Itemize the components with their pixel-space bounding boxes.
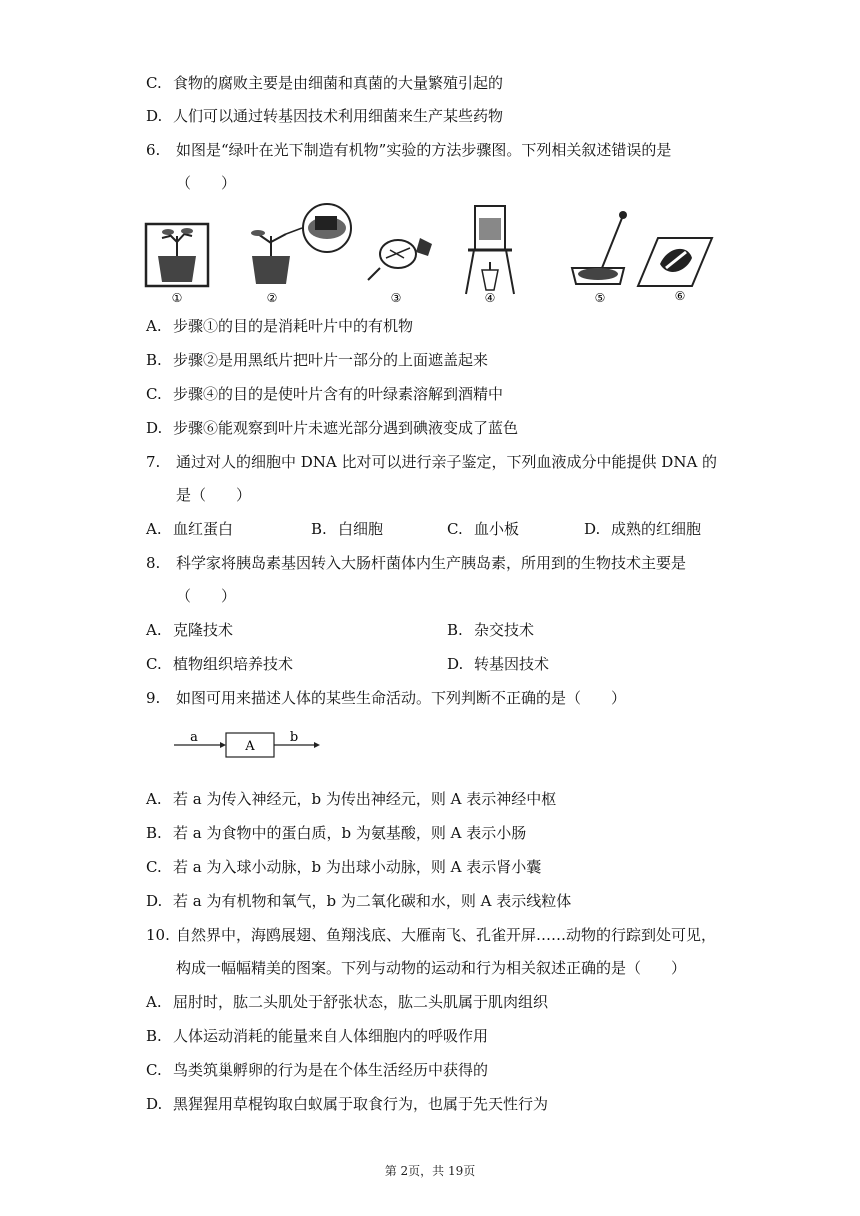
q6-option-c: C. 步骤④的目的是使叶片含有的叶绿素溶解到酒精中 <box>146 385 504 403</box>
q7-number: 7. <box>146 453 161 471</box>
q8-option-b: B. 杂交技术 <box>447 621 535 639</box>
q9-option-a: A. 若 a 为传入神经元，b 为传出神经元，则 A 表示神经中枢 <box>146 790 557 808</box>
q6-text: 如图是“绿叶在光下制造有机物”实验的方法步骤图。下列相关叙述错误的是 <box>176 141 672 159</box>
q10-text: 自然界中，海鸥展翅、鱼翔浅底、大雁南飞、孔雀开屏……动物的行踪到处可见， <box>176 926 717 944</box>
q7-text-cont: 是（ ） <box>176 486 252 504</box>
q10-option-c: C. 鸟类筑巢孵卵的行为是在个体生活经历中获得的 <box>146 1061 489 1079</box>
q7-option-d: D. 成熟的红细胞 <box>584 520 702 538</box>
q7-text: 通过对人的细胞中 DNA 比对可以进行亲子鉴定，下列血液成分中能提供 DNA 的 <box>176 453 718 471</box>
q6-number: 6. <box>146 141 161 159</box>
input-arrowhead <box>220 742 226 748</box>
q9-option-d: D. 若 a 为有机物和氧气，b 为二氧化碳和水，则 A 表示线粒体 <box>146 892 572 910</box>
q5-option-d: D. 人们可以通过转基因技术利用细菌来生产某些药物 <box>146 107 504 125</box>
label-b: b <box>289 730 299 745</box>
q6-blank: （ ） <box>176 174 237 192</box>
step3-leaf-cut <box>368 238 432 280</box>
q10-option-b: B. 人体运动消耗的能量来自人体细胞内的呼吸作用 <box>146 1027 489 1045</box>
step-label-5: ⑤ <box>594 291 606 305</box>
q8-option-c: C. 植物组织培养技术 <box>146 655 294 673</box>
q10-option-d: D. 黑猩猩用草棍钩取白蚁属于取食行为，也属于先天性行为 <box>146 1095 549 1113</box>
step2-covered-leaf <box>251 204 351 284</box>
q7-option-b: B. 白细胞 <box>311 520 384 538</box>
q9-option-b: B. 若 a 为食物中的蛋白质，b 为氨基酸，则 A 表示小肠 <box>146 824 527 842</box>
q10-text-cont: 构成一幅幅精美的图案。下列与动物的运动和行为相关叙述正确的是（ ） <box>176 959 687 977</box>
q6-option-b: B. 步骤②是用黑纸片把叶片一部分的上面遮盖起来 <box>146 351 489 369</box>
q8-text: 科学家将胰岛素基因转入大肠杆菌体内生产胰岛素，所用到的生物技术主要是 <box>176 554 687 572</box>
step-label-6: ⑥ <box>674 289 686 303</box>
q8-number: 8. <box>146 554 161 572</box>
q7-option-c: C. 血小板 <box>447 520 520 538</box>
step6-observe-leaf <box>638 238 712 286</box>
step-label-1: ① <box>171 291 183 305</box>
q8-blank: （ ） <box>176 587 237 605</box>
q10-number: 10. <box>146 926 170 944</box>
label-A: A <box>245 739 255 754</box>
q6-option-a: A. 步骤①的目的是消耗叶片中的有机物 <box>146 317 414 335</box>
output-arrowhead <box>314 742 320 748</box>
q8-option-d: D. 转基因技术 <box>447 655 550 673</box>
page-footer: 第 2页，共 19页 <box>384 1164 476 1178</box>
label-a: a <box>190 730 198 745</box>
q10-option-a: A. 屈肘时，肱二头肌处于舒张状态，肱二头肌属于肌肉组织 <box>146 993 549 1011</box>
q6-option-d: D. 步骤⑥能观察到叶片未遮光部分遇到碘液变成了蓝色 <box>146 419 519 437</box>
step-label-3: ③ <box>390 291 402 305</box>
q5-option-c: C. 食物的腐败主要是由细菌和真菌的大量繁殖引起的 <box>146 74 504 92</box>
q9-flow-diagram <box>170 728 330 764</box>
step-label-2: ② <box>266 291 278 305</box>
q9-option-c: C. 若 a 为入球小动脉，b 为出球小动脉，则 A 表示肾小囊 <box>146 858 542 876</box>
q7-option-a: A. 血红蛋白 <box>146 520 234 538</box>
step1-dark-box-plant <box>146 224 208 286</box>
q9-text: 如图可用来描述人体的某些生命活动。下列判断不正确的是（ ） <box>176 689 627 707</box>
q8-option-a: A. 克隆技术 <box>146 621 234 639</box>
q9-number: 9. <box>146 689 161 707</box>
step5-iodine-drop <box>572 211 627 284</box>
step4-alcohol-water-bath <box>466 206 514 294</box>
step-label-4: ④ <box>484 291 496 305</box>
q6-experiment-figure <box>140 198 720 310</box>
